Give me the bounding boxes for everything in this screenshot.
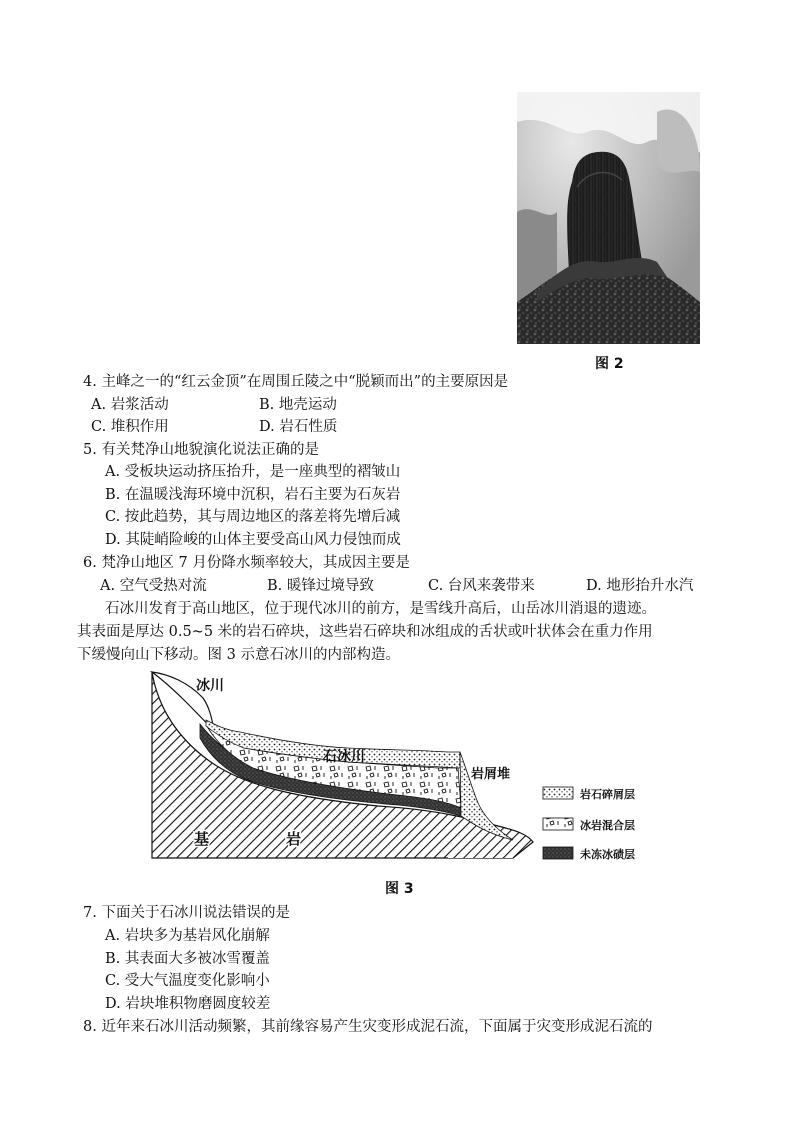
question-4-option-a: A. 岩浆活动 xyxy=(91,397,169,413)
legend-swatch-till xyxy=(543,847,573,859)
rock-glacier-diagram xyxy=(148,668,673,866)
question-6-option-a: A. 空气受热对流 xyxy=(100,578,207,594)
label-bedrock-2: 岩 xyxy=(286,830,302,848)
question-7-stem: 7. 下面关于石冰川说法错误的是 xyxy=(83,905,290,921)
question-6-option-c: C. 台风来袭带来 xyxy=(428,578,535,594)
passage-line-2: 其表面是厚达 0.5~5 米的岩石碎块，这些岩石碎块和冰组成的舌状或叶状体会在重力作用 xyxy=(77,624,653,640)
label-rock-glacier: 石冰川 xyxy=(323,749,365,765)
legend-label-till: 未冻冰碛层 xyxy=(580,848,635,861)
question-7-option-b: B. 其表面大多被冰雪覆盖 xyxy=(105,951,270,967)
legend-label-debris: 岩石碎屑层 xyxy=(580,788,635,801)
passage-line-3: 下缓慢向山下移动。图 3 示意石冰川的内部构造。 xyxy=(77,647,400,663)
question-5-stem: 5. 有关梵净山地貌演化说法正确的是 xyxy=(83,442,319,458)
label-bedrock-1: 基 xyxy=(194,830,210,848)
question-7-option-c: C. 受大气温度变化影响小 xyxy=(105,973,270,989)
question-4-option-c: C. 堆积作用 xyxy=(91,419,169,435)
question-5-option-b: B. 在温暖浅海环境中沉积，岩石主要为石灰岩 xyxy=(105,487,401,503)
question-5-option-a: A. 受板块运动挤压抬升，是一座典型的褶皱山 xyxy=(105,464,401,480)
question-6-option-d: D. 地形抬升水汽 xyxy=(586,578,694,594)
legend-swatch-mix xyxy=(543,818,573,830)
label-glacier: 冰川 xyxy=(196,678,224,694)
question-4-option-b: B. 地壳运动 xyxy=(259,397,337,413)
question-4-stem: 4. 主峰之一的“红云金顶”在周围丘陵之中“脱颖而出”的主要原因是 xyxy=(83,374,509,390)
question-7-option-d: D. 岩块堆积物磨圆度较差 xyxy=(105,996,271,1012)
legend xyxy=(543,787,635,861)
question-5-option-d: D. 其陡峭险峻的山体主要受高山风力侵蚀而成 xyxy=(105,532,401,548)
question-5-option-c: C. 按此趋势，其与周边地区的落差将先增后减 xyxy=(105,509,401,525)
legend-swatch-debris xyxy=(543,787,573,799)
question-6-option-b: B. 暖锋过境导致 xyxy=(267,578,374,594)
question-6-stem: 6. 梵净山地区 7 月份降水频率较大，其成因主要是 xyxy=(83,555,410,571)
label-talus: 岩屑堆 xyxy=(471,767,511,782)
question-4-option-d: D. 岩石性质 xyxy=(259,419,338,435)
legend-label-mix: 冰岩混合层 xyxy=(580,819,635,832)
passage-line-1: 石冰川发育于高山地区，位于现代冰川的前方，是雪线升高后，山岳冰川消退的遗迹。 xyxy=(105,601,656,617)
mountain-peak-photo xyxy=(517,92,700,344)
figure-3-caption: 图 3 xyxy=(385,881,414,897)
question-7-option-a: A. 岩块多为基岩风化崩解 xyxy=(105,928,270,944)
question-8-stem: 8. 近年来石冰川活动频繁，其前缘容易产生灾变形成泥石流，下面属于灾变形成泥石流的 xyxy=(83,1019,653,1035)
figure-2-caption: 图 2 xyxy=(595,356,624,372)
